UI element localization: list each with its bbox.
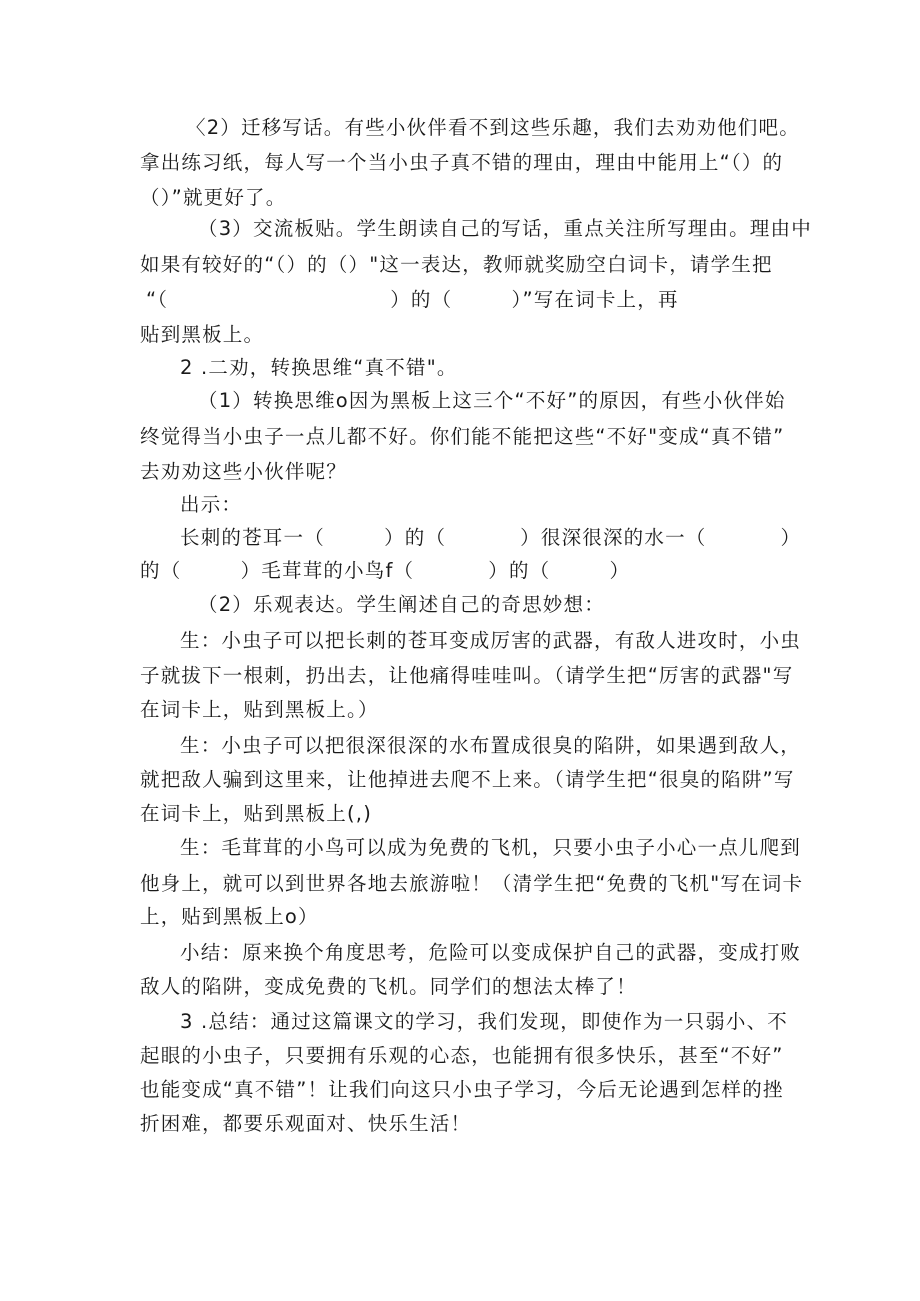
text-line: 也能变成“真不错”！让我们向这只小虫子学习，今后无论遇到怎样的挫 (140, 1078, 784, 1101)
text-line: 〈2）迁移写话。有些小伙伴看不到这些乐趣，我们去劝劝他们吧。 (186, 116, 800, 139)
text-line: 子就拔下一根刺，扔出去，让他痛得哇哇叫。（请学生把“厉害的武器"写 (140, 664, 794, 687)
text-line: 贴到黑板上。 (140, 323, 265, 346)
text-line: 在词卡上，贴到黑板上。） (140, 698, 379, 721)
text-line: （）”就更好了。 (140, 186, 287, 209)
text-line: 上，贴到黑板上o） (140, 905, 319, 928)
text-line: 小结：原来换个角度思考，危险可以变成保护自己的武器，变成打败 (180, 941, 802, 964)
text-line: 生：小虫子可以把很深很深的水布置成很臭的陷阱，如果遇到敌人， (180, 734, 802, 757)
text-line: “（ ）的（ ）”写在词卡上，再 (146, 288, 679, 311)
text-line: 长刺的苍耳一（ ）的（ ）很深很深的水一（ ） (180, 526, 802, 549)
text-line: 去劝劝这些小伙伴呢？ (140, 460, 348, 483)
text-line: 3 .总结：通过这篇课文的学习，我们发现，即使作为一只弱小、不 (180, 1010, 789, 1033)
text-line: 在词卡上，贴到黑板上(,) (140, 802, 373, 825)
text-line: 生：小虫子可以把长刺的苍耳变成厉害的武器，有敌人进攻时，小虫 (180, 629, 802, 652)
text-line: 敌人的陷阱，变成免费的飞机。同学们的想法太棒了！ (140, 975, 637, 998)
text-line: 折困难，都要乐观面对、快乐生活！ (140, 1112, 472, 1135)
text-line: 就把敌人骗到这里来，让他掉进去爬不上来。（请学生把“很臭的陷阱”写 (140, 768, 795, 791)
text-line: 出示： (180, 493, 243, 516)
text-line: （1）转换思维o因为黑板上这三个“不好”的原因，有些小伙伴始 (198, 389, 786, 412)
text-line: 拿出练习纸，每人写一个当小虫子真不错的理由，理由中能用上“（）的 (140, 151, 784, 174)
text-line: （3）交流板贴。学生朗读自己的写话，重点关注所写理由。理由中 (198, 217, 812, 240)
text-line: 2 .二劝，转换思维“真不错"。 (180, 356, 458, 379)
text-line: 生：毛茸茸的小鸟可以成为免费的飞机，只要小虫子小心一点儿爬到 (180, 836, 802, 859)
text-line: 的（ ）毛茸茸的小鸟f（ ）的（ ） (140, 559, 631, 582)
text-line: 起眼的小虫子，只要拥有乐观的心态，也能拥有很多快乐，甚至“不好” (140, 1044, 784, 1067)
text-line: 终觉得当小虫子一点儿都不好。你们能不能把这些“不好"变成“真不错” (140, 425, 785, 448)
text-line: 如果有较好的“（）的（）"这一表达，教师就奖励空白词卡，请学生把 (140, 253, 773, 276)
text-line: （2）乐观表达。学生阐述自己的奇思妙想： (198, 593, 605, 616)
text-line: 他身上，就可以到世界各地去旅游啦！（清学生把“免费的飞机"写在词卡 (140, 872, 804, 895)
